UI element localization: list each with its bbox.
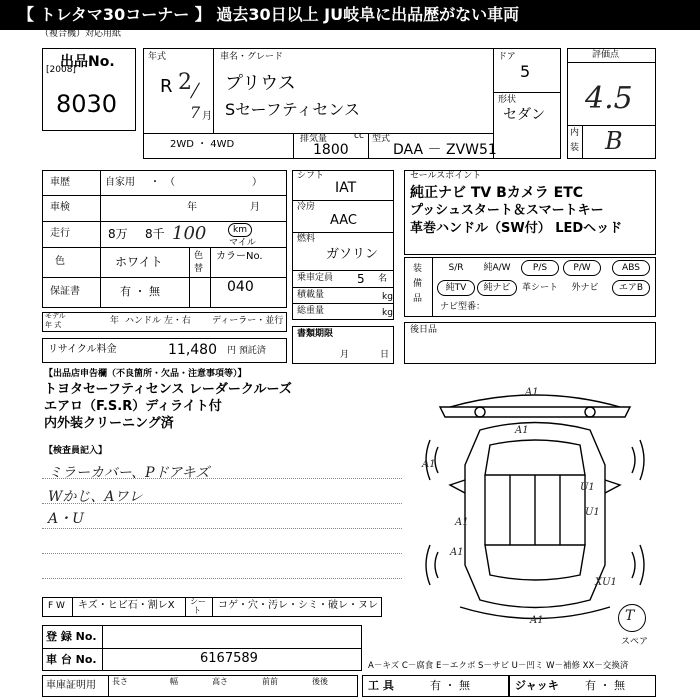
post-attach-box: [404, 322, 656, 364]
mileage-label: 走行: [50, 228, 70, 239]
model-grade: Sセーフティセンス: [225, 100, 360, 119]
chassis-value: 6167589: [200, 651, 258, 666]
interior-label-1: 内: [570, 128, 580, 138]
color-change-1: 色: [194, 251, 204, 261]
seller-note-3: 内外装クリーニング済: [44, 416, 174, 431]
cert-label: 車庫証明用: [46, 680, 96, 691]
model-year-dealer: ディーラー・並行: [212, 316, 284, 326]
equip-navi: 純ナビ: [477, 280, 517, 296]
body-value: セダン: [503, 107, 546, 123]
year-month-unit: 月: [202, 111, 212, 122]
recycle-unit: 円 預託済: [227, 346, 266, 356]
sales-point-2: プッシュスタート＆スマートキー: [410, 203, 604, 218]
jack-label: ジャッキ: [515, 679, 559, 692]
cert-col: 後後: [312, 677, 328, 686]
doc-expiry-month: 月: [340, 350, 350, 360]
equip-ext-navi: 外ナビ: [571, 283, 599, 293]
color-no-value: 040: [227, 279, 254, 295]
damage-mark: A1: [525, 387, 539, 398]
post-attach-label: 後日品: [410, 325, 438, 335]
damage-mark: A1: [530, 615, 544, 625]
mileage-sen: 8千: [145, 227, 165, 241]
seller-note-2: エアロ（F.S.R）ディライト付: [44, 399, 222, 414]
damage-mark: U1: [585, 507, 600, 518]
year-value: 2: [178, 70, 192, 95]
displacement-unit: cc: [354, 131, 364, 141]
type-value: DAA － ZVW51: [393, 142, 497, 158]
inspector-note-2: Wかじ、Aワレ: [48, 489, 143, 505]
inspector-note-1: ミラーカバー、Pドアキズ: [48, 465, 210, 481]
year-era: R: [160, 76, 173, 97]
weight-label: 総重量: [297, 306, 325, 316]
mileage-man: 8万: [108, 227, 128, 241]
inspection-label: 車検: [50, 202, 70, 213]
doors-value: 5: [520, 62, 531, 81]
sales-point-1: 純正ナビ TV Bカメラ ETC: [410, 185, 584, 201]
shift-value: IAT: [335, 180, 357, 196]
seller-notes-label: 【出品店申告欄（不良箇所・欠品・注意事項等）】: [44, 369, 247, 379]
mileage-mile: マイル: [229, 238, 256, 248]
fuel-label: 燃料: [297, 234, 316, 244]
history-label: 車歴: [50, 177, 70, 188]
history-value: 自家用: [105, 177, 135, 188]
cert-col: 前前: [262, 677, 278, 686]
weight-unit: kg: [382, 308, 393, 318]
doc-expiry-label: 書類期限: [297, 329, 334, 339]
equip-abs: ABS: [612, 260, 650, 276]
damage-mark: U1: [580, 482, 595, 493]
mileage-hand: 100: [172, 223, 207, 244]
equip-sr: S/R: [448, 263, 464, 273]
fuel-value: ガソリン: [326, 247, 379, 262]
fw-seat-1: シー: [190, 597, 206, 606]
interior-value: B: [605, 127, 623, 155]
interior-label-2: 装: [570, 143, 580, 153]
seller-note-1: トヨタセーフティセンス レーダークルーズ: [44, 382, 292, 397]
displacement-value: 1800: [313, 142, 349, 158]
doors-label: ドア: [498, 52, 516, 62]
spare-tire-symbol: T: [625, 608, 635, 624]
jack-value: 有 ・ 無: [585, 679, 625, 692]
model-year-label-2: 年 式: [45, 321, 62, 329]
ac-value: AAC: [330, 213, 357, 228]
equipment-label-1: 装: [413, 264, 423, 274]
equip-leather: 革シート: [522, 283, 559, 293]
shift-label: シフト: [297, 171, 325, 181]
mileage-km: km: [228, 223, 252, 237]
ac-label: 冷房: [297, 202, 316, 212]
load-unit: kg: [382, 292, 393, 302]
fw-label: F W: [48, 601, 65, 611]
chassis-label: 車 台 No.: [46, 653, 97, 666]
lot-small: [2008]: [46, 65, 76, 75]
history-paren-close: ）: [252, 177, 262, 188]
compat-note: （複合機）対応用紙: [40, 29, 122, 39]
model-name: プリウス: [225, 73, 296, 94]
damage-legend: A－キズ C－腐食 E－エクボ S－サビ U－凹ミ W－補修 XX－交換済: [368, 661, 629, 671]
damage-mark: A1: [455, 517, 469, 528]
cert-col: 幅: [170, 677, 178, 686]
equipment-label-3: 品: [413, 294, 423, 304]
capacity-unit: 名: [378, 274, 388, 284]
color-label: 色: [55, 256, 65, 267]
equip-alloy-wheel: 純A/W: [483, 263, 511, 273]
fw-seat-2: ト: [193, 606, 201, 615]
history-paren-open: （: [165, 177, 175, 188]
warranty-value: 有 ・ 無: [120, 285, 160, 298]
displacement-label: 排気量: [300, 134, 328, 144]
equip-airbag: エアB: [612, 280, 650, 296]
model-label: 車名・グレード: [220, 52, 284, 62]
inspection-month: 月: [250, 202, 260, 213]
car-damage-diagram: [420, 385, 650, 625]
damage-mark: XU1: [595, 577, 617, 588]
registration-label: 登 録 No.: [46, 630, 97, 643]
year-label: 年式: [148, 52, 167, 62]
lot-number: 8030: [56, 90, 118, 118]
fw-text: キズ・ヒビ石・割レX: [78, 600, 175, 611]
damage-mark: A1: [515, 425, 529, 436]
lot-label: 出品No.: [60, 54, 115, 70]
navi-type-label: ナビ型番：: [440, 302, 486, 312]
color-no-label: カラーNo.: [216, 251, 263, 262]
fw-seat-text: コゲ・穴・汚レ・シミ・破レ・ヌレ: [218, 600, 378, 611]
model-year-label-1: モデル: [45, 312, 66, 320]
cert-col: 長さ: [112, 677, 128, 686]
damage-mark: A1: [450, 547, 464, 558]
equip-pw: P/W: [563, 260, 601, 276]
score-value: 4.5: [585, 81, 633, 116]
equip-tv: 純TV: [437, 280, 475, 296]
score-label: 評価点: [592, 50, 620, 60]
recycle-value: 11,480: [168, 342, 217, 358]
sales-points-label: セールスポイント: [410, 171, 482, 181]
body-label: 形状: [498, 95, 517, 105]
damage-mark: A1: [422, 459, 436, 470]
warranty-label: 保証書: [50, 286, 80, 297]
load-label: 積載量: [297, 290, 325, 300]
spare-tire-label: スペア: [621, 637, 649, 647]
model-year-handle: ハンドル 左・右: [125, 316, 191, 326]
color-value: ホワイト: [115, 255, 163, 269]
equip-ps: P/S: [521, 260, 559, 276]
recycle-label: リサイクル料金: [48, 344, 117, 355]
equipment-label-2: 備: [413, 279, 423, 289]
type-label: 型式: [372, 134, 391, 144]
drive: 2WD ・ 4WD: [170, 139, 235, 150]
doc-expiry-day: 日: [380, 350, 390, 360]
cert-col: 高さ: [212, 677, 228, 686]
history-sep: ・: [150, 177, 160, 188]
sales-point-3: 革巻ハンドル（SW付） LEDヘッド: [410, 221, 623, 236]
tools-value: 有 ・ 無: [430, 679, 470, 692]
year-month: 7: [190, 103, 201, 122]
inspection-year: 年: [187, 202, 197, 213]
capacity-value: 5: [357, 272, 365, 286]
capacity-label: 乗車定員: [297, 273, 334, 283]
tools-label: 工 具: [368, 679, 394, 692]
inspector-label: 【検査員記入】: [44, 446, 108, 456]
model-year-year: 年: [110, 316, 120, 326]
color-change-2: 替: [194, 264, 204, 274]
banner-text: 【 トレタマ30コーナー 】 過去30日以上 JU岐阜に出品歴がない車両: [18, 5, 520, 24]
inspector-note-3: A・U: [48, 511, 84, 527]
